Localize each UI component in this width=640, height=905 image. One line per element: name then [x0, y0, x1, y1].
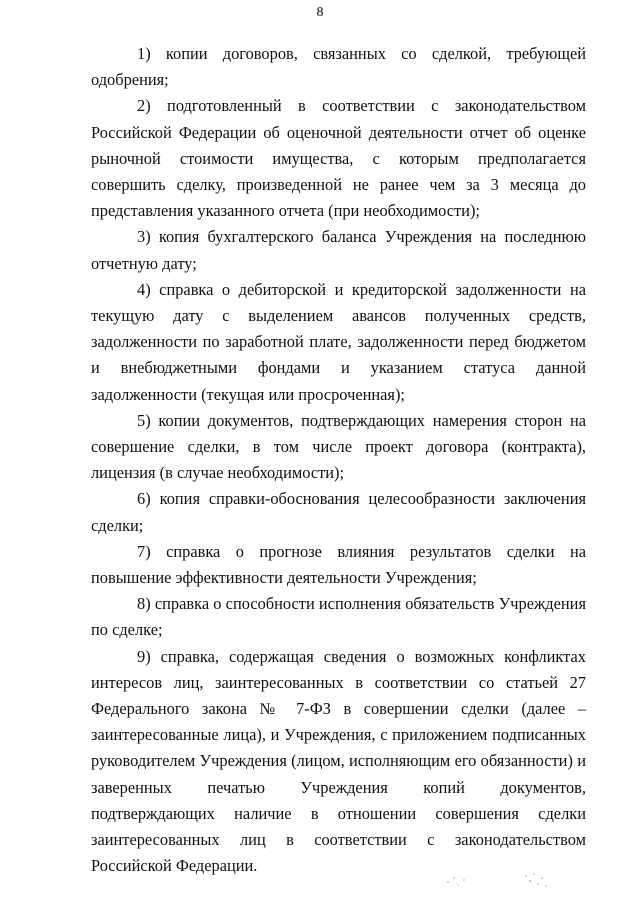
list-item-6: 6) копия справки-обоснования целесообразности заключения сделки; [91, 489, 586, 535]
list-item-1: 1) копии договоров, связанных со сделкой, требующей одобрения; [91, 44, 586, 90]
list-item-8: 8) справка о способности исполнения обязательств Учреждения по сделке; [91, 594, 586, 640]
list-item-3: 3) копия бухгалтерского баланса Учреждения на последнюю отчетную дату; [91, 227, 586, 273]
document-body [91, 41, 586, 880]
page-number: 8 [316, 5, 324, 20]
list-item-7: 7) справка о прогнозе влияния результатов сделки на повышение эффективности деятельности Учреждения; [91, 541, 586, 588]
list-item-5: 5) копии документов, подтверждающих намерения сторон на совершение сделки, в том числе проект договора (контракта), лицензия (в случае необходимости); [91, 410, 586, 483]
list-item-4: 4) справка о дебиторской и кредиторской задолженности на текущую дату с выделением авансов полученных средств, задолженности по заработной плате, задолженности перед бюджетом и внебюджетными фондами и указанием статуса данной задолженности (текущая или просроченная); [91, 279, 586, 404]
list-item-9: 9) справка, содержащая сведения о возможных конфликтах интересов лиц, заинтересованных в соответствии со статьей 27 Федерального закона № 7-ФЗ в совершении сделки (далее – заинтересованные лица), и Учреждения, с приложением подписанных руководителем Учреждения (лицом, исполняющим его обязанности) и заверенных печатью Учреждения копий документов, подтверждающих наличие в отношении совершения сделки заинтересованных лиц в соответствии с законодательством Российской Федерации. [91, 646, 586, 876]
list-item-2: 2) подготовленный в соответствии с законодательством Российской Федерации об оценочной деятельности отчет об оценке рыночной стоимости имущества, с которым предполагается совершить сделку, произведенной не ранее чем за 3 месяца до представления указанного отчета (при необходимости); [91, 96, 586, 221]
scan-noise-marks [440, 868, 570, 892]
